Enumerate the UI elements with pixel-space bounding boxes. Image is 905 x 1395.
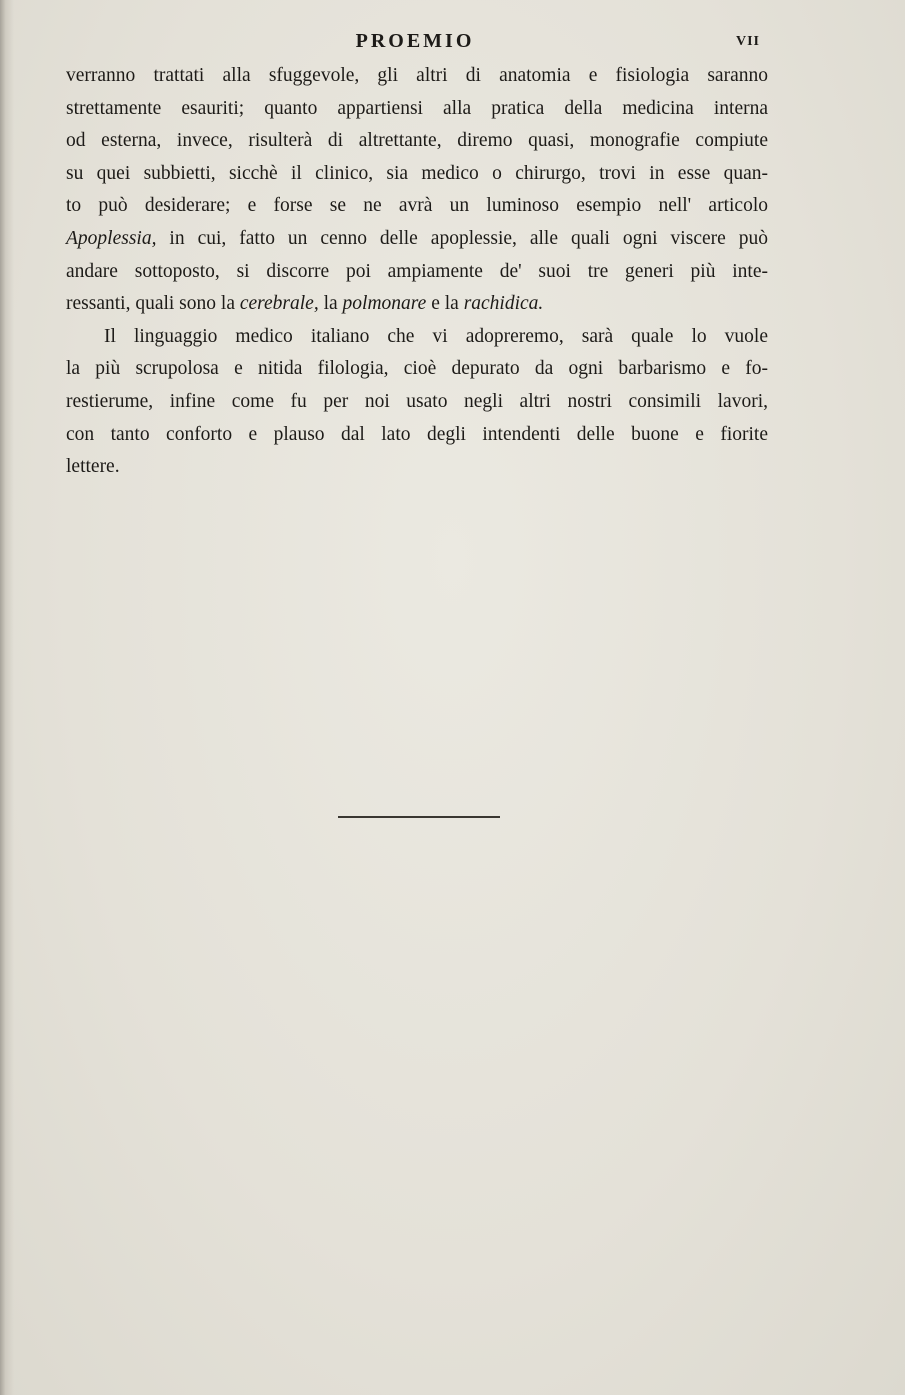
text-line: [66, 223, 768, 256]
text-segment: e la: [426, 293, 464, 315]
text-line: to può desiderare; e forse se ne avrà un luminoso esempio nell' articolo: [66, 195, 768, 217]
text-line: od esterna, invece, risulterà di altrettante, diremo quasi, monografie compiute: [66, 130, 768, 152]
end-rule-divider: [338, 816, 500, 818]
running-title: PROEMIO: [355, 30, 475, 52]
text-segment: la: [318, 293, 343, 315]
page-binding-shadow: [0, 0, 14, 1395]
text-line: [66, 288, 768, 321]
text-line: lettere.: [66, 456, 120, 478]
text-line: la più scrupolosa e nitida filologia, cioè depurato da ogni barbarismo e fo-: [66, 358, 768, 380]
text-line: Il linguaggio medico italiano che vi adopreremo, sarà quale lo vuole: [104, 325, 768, 347]
paragraph-2: [66, 321, 768, 484]
page-number: VII: [735, 34, 760, 49]
text-line: andare sottoposto, si discorre poi ampiamente de' suoi tre generi più inte-: [66, 260, 768, 282]
italic-term-apoplessia: Apoplessia,: [66, 227, 157, 249]
text-line: con tanto conforto e plauso dal lato degli intendenti delle buone e fiorite: [66, 423, 768, 445]
body-text: [66, 60, 768, 484]
text-segment: ressanti, quali sono la: [66, 293, 240, 315]
italic-term-polmonare: polmonare: [342, 293, 427, 315]
text-segment: in cui, fatto un cenno delle apoplessie, alle quali ogni viscere può: [156, 227, 768, 249]
italic-term-rachidica: rachidica.: [463, 293, 544, 315]
italic-term-cerebrale: cerebrale,: [239, 293, 319, 315]
text-line: restierume, infine come fu per noi usato negli altri nostri consimili lavori,: [66, 390, 768, 412]
text-line: su quei subbietti, sicchè il clinico, sia medico o chirurgo, trovi in esse quan-: [66, 162, 768, 184]
running-head: [0, 28, 905, 58]
text-line: strettamente esauriti; quanto appartiensi alla pratica della medicina interna: [66, 97, 768, 119]
text-line: verranno trattati alla sfuggevole, gli altri di anatomia e fisiologia saranno: [66, 65, 768, 86]
paragraph-1: [66, 60, 768, 321]
